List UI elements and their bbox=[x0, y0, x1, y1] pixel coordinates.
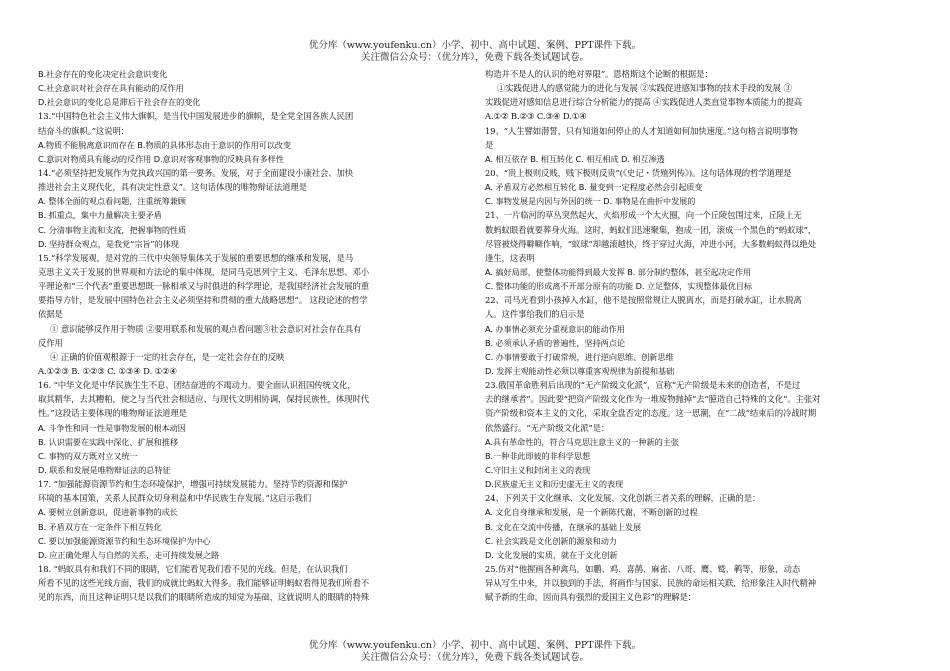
text-line: ④ 正确的价值观根源于一定的社会存在，是一定社会存在的反映 bbox=[50, 351, 285, 362]
text-line: ①实践促进人的感觉能力的进化与发展 ②实践促进感知事物的技术手段的发展 ③ bbox=[497, 83, 792, 94]
text-line: B. 必须承认矛盾的普遍性，坚持两点论 bbox=[485, 337, 625, 348]
text-line: 实践促进对感知信息进行综合分析能力的提高 ④实践促进人类直觉事物本质能力的提高 bbox=[485, 97, 803, 108]
text-line: 15.“科学发展观，是对党的三代中央领导集体关于发展的重要思想的继承和发展，是马 bbox=[38, 252, 354, 263]
text-line: 25.仿对“他握画各种禽鸟，如鹏、鸡、喜鹊、麻雀、八哥、鹰、鹫、鹌等，形象，动态 bbox=[485, 563, 801, 574]
text-line: 依然盛行。“无产阶级文化派”是： bbox=[485, 422, 610, 433]
text-line: 尽管被烧得噼噼作响，“蚁球”却越滚越快，终于穿过火海，冲进小河，大多数蚂蚁得以绝处 bbox=[485, 238, 817, 249]
text-line: 18. “蚂蚁具有和我们不同的眼睛，它们能看见我们看不见的光线。但是，在认识我们 bbox=[38, 563, 348, 574]
footer-line-2: 关注微信公众号：（优分库），免费下载各类试题试卷。 bbox=[360, 652, 589, 663]
text-line: 21、一片临河的草丛突然起火，火焰形成一个大火圈，向一个丘陵包围过来，丘陵上无 bbox=[485, 210, 802, 221]
text-line: 取其精华，去其糟粕，使之与当代社会相适应、与现代文明相协调，保持民族性，体现时代 bbox=[38, 394, 369, 405]
text-line: D. 发挥主观能动性必须以尊重客观规律为前提和基础 bbox=[485, 365, 675, 376]
text-line: 人。这件事给我们的启示是 bbox=[485, 309, 585, 320]
text-line: C.守旧主义和封闭主义的表现 bbox=[485, 464, 591, 475]
text-line: 反作用 bbox=[38, 337, 63, 348]
text-line: C.意识对物质具有能动的反作用 D.意识对客观事物的反映具有多样性 bbox=[38, 153, 284, 164]
footer-line-1: 优分库（www.youfenku.cn）小学、初中、高中试题、案例、PPT课件下载。 bbox=[308, 640, 642, 651]
text-line: A. 整体全面的观点看问题，注重统筹兼顾 bbox=[38, 196, 186, 207]
text-line: ① 意识能够反作用于物质 ②要用联系和发展的观点看问题③社会意识对社会存在具有 bbox=[50, 323, 362, 334]
text-line: A.具有革命性的，符合马克思注意主义的一种新的主张 bbox=[485, 436, 679, 447]
text-line: C. 社会实践是文化创新的源泉和动力 bbox=[485, 535, 617, 546]
text-line: B. 文化在交流中传播，在继承的基础上发展 bbox=[485, 521, 642, 532]
text-line: C. 分清事物主流和支流，把握事物的性质 bbox=[38, 224, 187, 235]
text-line: A.物质不能脱离意识而存在 B.物质的具体形态由于意识的作用可以改变 bbox=[38, 139, 291, 150]
text-line: 13.“中国特色社会主义伟大旗帜，是当代中国发展进步的旗帜，是全党全国各族人民团 bbox=[38, 111, 354, 122]
text-line: 结奋斗的旗帜。”这说明： bbox=[38, 125, 130, 136]
text-line: B. 矛盾双方在一定条件下相互转化 bbox=[38, 521, 162, 532]
text-line: 资产阶级和资本主义的文化，采取全盘否定的态度。这一思潮，在“二战”结束后的冷战时期 bbox=[485, 408, 817, 419]
text-line: D.社会意识的变化总是滞后于社会存在的变化 bbox=[38, 97, 201, 108]
text-line: D.民族虚无主义和历史虚无主义的表现 bbox=[485, 479, 624, 490]
right-column bbox=[485, 67, 915, 604]
text-line: 去的继承者”。因此要“把资产阶级文化作为一堆废物抛掉”去“臆造自己特殊的文化”。主张对 bbox=[485, 394, 821, 405]
text-line: 16. “中华文化是中华民族生生不息、团结奋进的不竭动力。要全面认识祖国传统文化， bbox=[38, 380, 356, 391]
header-line-2: 关注微信公众号：（优分库），免费下载各类试题试卷。 bbox=[360, 52, 589, 63]
text-line: A. 矛盾双方必然相互转化 B. 量变到一定程度必然会引起质变 bbox=[485, 182, 703, 193]
text-line: D. 应正确处理人与自然的关系，走可持续发展之路 bbox=[38, 549, 220, 560]
text-line: 依据是 bbox=[38, 309, 63, 320]
text-line: D. 坚持群众观点，是我党“宗旨”的体现 bbox=[38, 238, 179, 249]
text-line: D. 联系和发展是唯物辩证法的总特征 bbox=[38, 464, 171, 475]
text-line: A. 搞好局部，使整体功能得到最大发挥 B. 部分制约整体，甚至起决定作用 bbox=[485, 266, 752, 277]
text-line: 性。”这段话主要体现的唯物辩证法道理是 bbox=[38, 408, 187, 419]
text-line: 14.“必须坚持把发展作为党执政兴国的第一要务。发展，对于全面建设小康社会、加快 bbox=[38, 167, 354, 178]
text-line: A. 文化自身继承和发展，是一个新陈代谢，不断创新的过程 bbox=[485, 507, 698, 518]
text-line: 20、“贵上极则反贱，贱下极则反贵”(《史记・货殖列传》)。这句话体现的哲学道理是 bbox=[485, 167, 792, 178]
text-line: C. 事物的双方既对立又统一 bbox=[38, 450, 138, 461]
text-line: 19、“人生譬如潜誓，只有知道如何停止的人才知道如何加快速度。”这句格言说明事物 bbox=[485, 125, 798, 136]
text-line: C. 事物发展是内因与外因的统一 D. 事物是在曲折中发展的 bbox=[485, 196, 696, 207]
text-line: D. 文化发展的实质，就在于文化创新 bbox=[485, 549, 618, 560]
text-line: A. 要树立创新意识，促进新事物的成长 bbox=[38, 507, 178, 518]
text-line: 平理论和“三个代表”重要思想既一脉相承又与时俱进的科学理论，是我国经济社会发展的重 bbox=[38, 281, 370, 292]
text-line: 所看不见的这些光线方面，我们的成就比蚂蚁大得多。我们能够证明蚂蚁看得见我们所看不 bbox=[38, 578, 369, 589]
text-line: 逢生，这表明 bbox=[485, 252, 535, 263]
text-line: B. 认识需要在实践中深化、扩展和推移 bbox=[38, 436, 178, 447]
text-line: C. 办事情要敢于打破常规，进行逆向思维、创新思维 bbox=[485, 351, 674, 362]
text-line: A. 相互依存 B. 相互转化 C. 相互相成 D. 相互渗透 bbox=[485, 153, 665, 164]
text-line: C.社会意识对社会存在具有能动的反作用 bbox=[38, 83, 184, 94]
text-line: 要指导方针，是发展中国特色社会主义必须坚持和贯彻的重大战略思想”。 这段论述的哲学 bbox=[38, 295, 368, 306]
text-line: A. 斗争性和同一性是事物发展的根本动因 bbox=[38, 422, 186, 433]
text-line: 构造并不是人的认识的绝对界限”。恩格斯这个论断的根据是： bbox=[485, 69, 713, 79]
text-line: 24、下列关于文化继承、文化发展、文化创新三者关系的理解，正确的是： bbox=[485, 493, 761, 504]
text-line: A. 办事情必须充分重视意识的能动作用 bbox=[485, 323, 625, 334]
text-line: B. 抓重点，集中力量解决主要矛盾 bbox=[38, 210, 162, 221]
text-line: 推进社会主义现代化，具有决定性意义”。这句话体现的唯物辩证法道理是 bbox=[38, 182, 307, 193]
text-line: C. 整体功能的形成离不开部分原有的功能 D. 立足整体，实现整体最优目标 bbox=[485, 281, 752, 292]
header-line-1: 优分库（www.youfenku.cn）小学、初中、高中试题、案例、PPT课件下载。 bbox=[308, 40, 642, 51]
text-line: 异从写生中来，并以独到的手法，将画作与国家、民族的命运相关联，给形象注入时代精神 bbox=[485, 578, 816, 589]
left-column bbox=[38, 67, 478, 604]
text-line: 17. “加强能源资源节约和生态环境保护，增强可持续发展能力。坚持节约资源和保护 bbox=[38, 479, 348, 490]
text-line: B.一种非此即彼的非科学思想 bbox=[485, 450, 591, 461]
text-line: 23.俄国革命胜利后出现的“无产阶级文化派”，宣称“无产阶级是未来的创造者，不是过 bbox=[485, 380, 801, 391]
page-footer bbox=[0, 640, 950, 664]
text-line: A.①②③ B. ①②③ C. ①③④ D. ①②④ bbox=[38, 365, 177, 376]
text-line: 克思主义关于发展的世界观和方法论的集中体现，是同马克思列宁主义、毛泽东思想、邓小 bbox=[38, 266, 369, 277]
text-line: 数蚂蚁眼看就要葬身火海。这时，蚂蚁们迅速聚集，抱成一团，滚成一个黑色的“蚂蚁球”， bbox=[485, 224, 817, 235]
text-line: 赋予新的生命，因而具有强烈的爱国主义色彩”的理解是： bbox=[485, 592, 697, 603]
text-line: 22、司马光看到小孩掉入水缸，他不是按照常规让人脱离水，而是打破水缸，让水脱离 bbox=[485, 295, 802, 306]
text-line: 环境的基本国策，关系人民群众切身利益和中华民族生存发展。”这启示我们 bbox=[38, 493, 312, 504]
text-line: C. 要以加强能源资源节约和生态环境保护为中心 bbox=[38, 535, 211, 546]
text-line: B.社会存在的变化决定社会意识变化 bbox=[38, 69, 168, 79]
text-line: 见的东西，而且这种证明只是以我们的眼睛所造成的知觉为基础，这就说明人的眼睛的特殊 bbox=[38, 592, 369, 603]
text-line: A.①② B.②③ C.③④ D.①④ bbox=[485, 111, 587, 122]
text-line: 是 bbox=[485, 139, 494, 150]
page-header bbox=[0, 40, 950, 64]
